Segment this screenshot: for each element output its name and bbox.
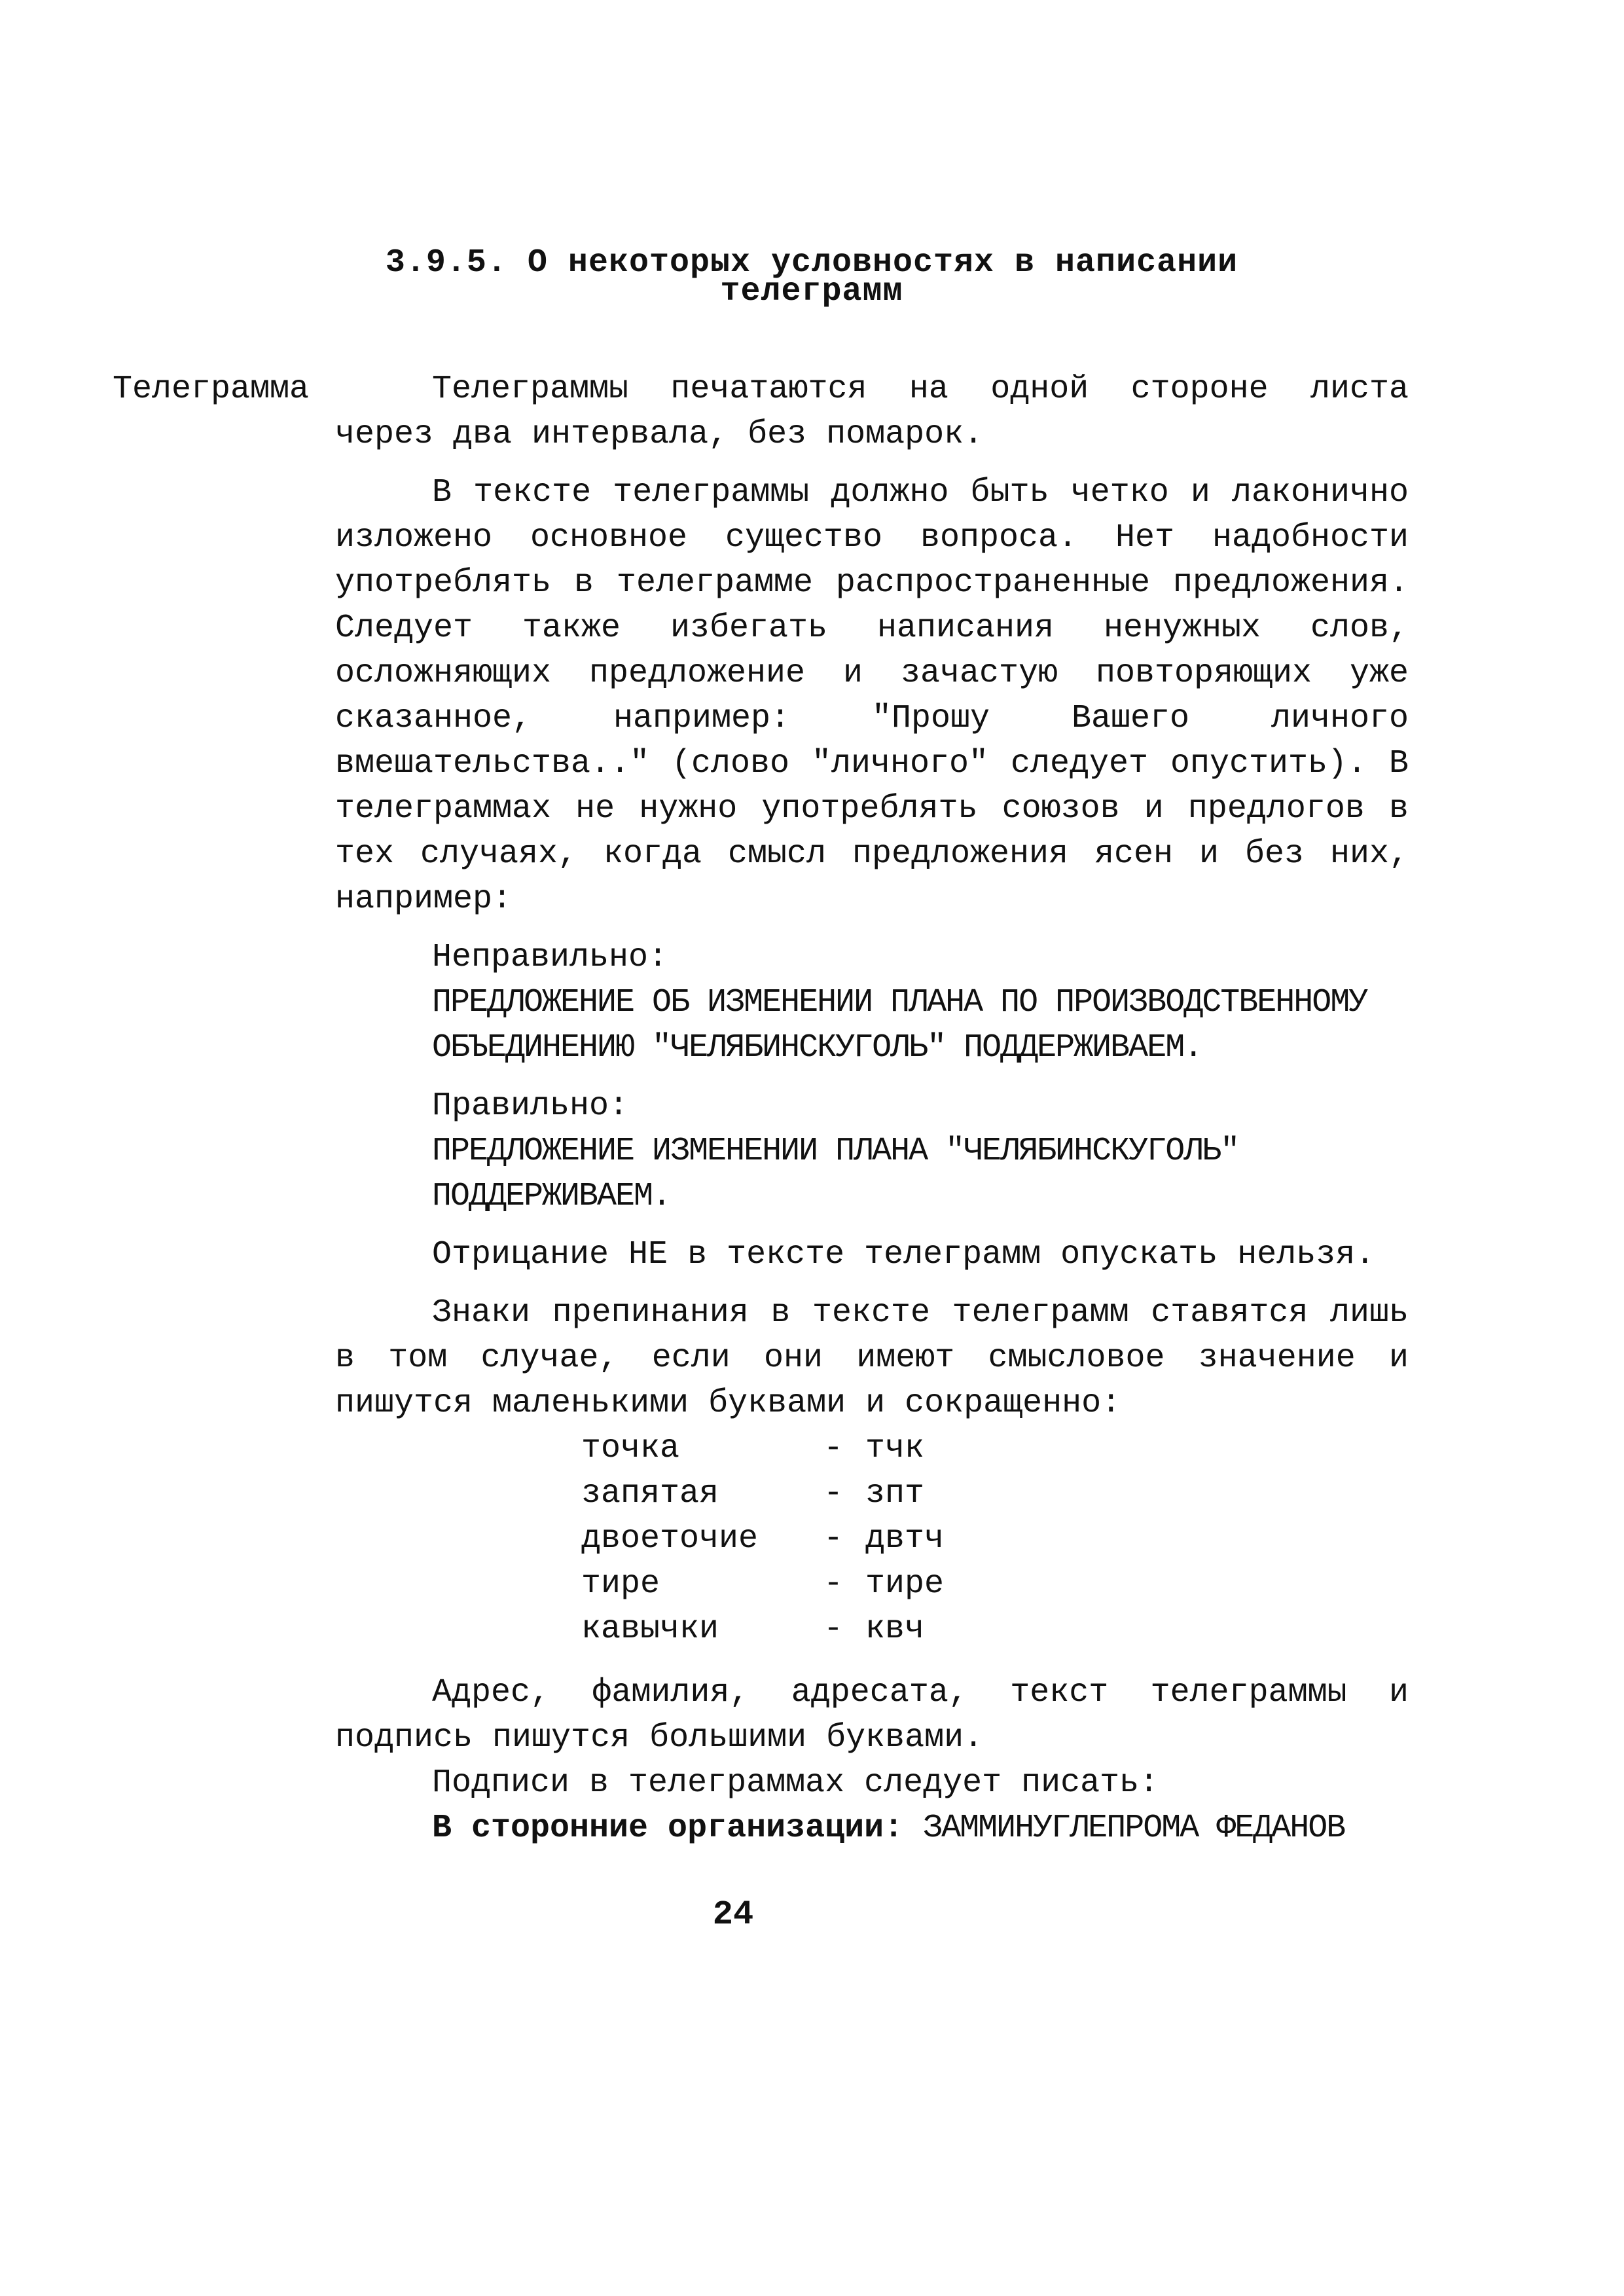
external-label: В сторонние организации: (432, 1810, 904, 1847)
section-heading (340, 244, 1283, 310)
margin-note: Телеграмма (113, 371, 310, 408)
paragraph-negation: Отрицание НЕ в тексте телеграмм опускать нельзя. (432, 1236, 1375, 1273)
wrong-example (335, 935, 1409, 1070)
wrong-example-text: ПРЕДЛОЖЕНИЕ ОБ ИЗМЕНЕНИИ ПЛАНА ПО ПРОИЗВОДСТВЕННОМУ ОБЪЕДИНЕНИЮ "ЧЕЛЯБИНСКУГОЛЬ" ПОДДЕРЖИВАЕМ. (432, 984, 1367, 1066)
abbreviation-dash: - (823, 1611, 844, 1648)
abbreviation-short: двтч (865, 1520, 945, 1558)
abbreviation-dash: - (823, 1520, 844, 1558)
section-heading-line2: телеграмм (720, 273, 903, 310)
page-number: 24 (712, 1895, 754, 1934)
abbreviation-word: точка (581, 1430, 680, 1467)
abbreviation-short: тире (865, 1565, 945, 1603)
paragraph-content-rules: В тексте телеграммы должно быть четко и лаконично изложено основное существо вопроса. Нет надобности употреблять в телеграмме распространенные предложения. Следует также избегать написания ненужных слов, осложняющих предложение и зачастую повторяющих уже сказанное, например: "Прошу Вашего личного вмешательства.." (слово "личного" следует опустить). В телеграммах не нужно употреблять союзов и предлогов в тех случаях, когда смысл предложения ясен и без них, например: (335, 474, 1409, 918)
abbreviation-dash: - (823, 1565, 844, 1603)
abbreviation-row (581, 1561, 944, 1607)
paragraph-address: Адрес, фамилия, адресата, текст телеграммы и подпись пишутся большими буквами. (335, 1674, 1409, 1757)
paragraph-format: Телеграммы печатаются на одной стороне листа через два интервала, без помарок. (335, 371, 1409, 453)
section-heading-line1: 3.9.5. О некоторых условностях в написании (385, 244, 1238, 282)
right-example-text: ПРЕДЛОЖЕНИЕ ИЗМЕНЕНИИ ПЛАНА "ЧЕЛЯБИНСКУГОЛЬ" ПОДДЕРЖИВАЕМ. (432, 1133, 1239, 1215)
abbreviation-short: зпт (865, 1475, 925, 1512)
paragraph-signatures: Подписи в телеграммах следует писать: (432, 1764, 1159, 1802)
abbreviation-word: кавычки (581, 1611, 719, 1648)
abbreviation-row (581, 1607, 944, 1652)
abbreviation-short: тчк (865, 1430, 925, 1467)
abbreviation-row (581, 1516, 944, 1561)
right-example (335, 1084, 1409, 1219)
abbreviation-dash: - (823, 1430, 844, 1467)
abbreviation-word: запятая (581, 1475, 719, 1512)
external-value: ЗАММИНУГЛЕПРОМА ФЕДАНОВ (923, 1810, 1345, 1847)
wrong-example-label: Неправильно: (432, 939, 668, 976)
right-example-label: Правильно: (432, 1087, 629, 1125)
paragraph-punctuation: Знаки препинания в тексте телеграмм ставятся лишь в том случае, если они имеют смысловое значение и пишутся маленькими буквами и сокращенно: (335, 1294, 1409, 1422)
abbreviation-word: тире (581, 1565, 660, 1603)
abbreviation-dash: - (823, 1475, 844, 1512)
abbreviation-word: двоеточие (581, 1520, 759, 1558)
abbreviation-row (581, 1471, 944, 1516)
paragraph-external (335, 1806, 1409, 1851)
document-body (335, 367, 1409, 1851)
abbreviation-short: квч (865, 1611, 925, 1648)
abbreviation-row (581, 1426, 944, 1471)
abbreviation-table (581, 1426, 944, 1652)
